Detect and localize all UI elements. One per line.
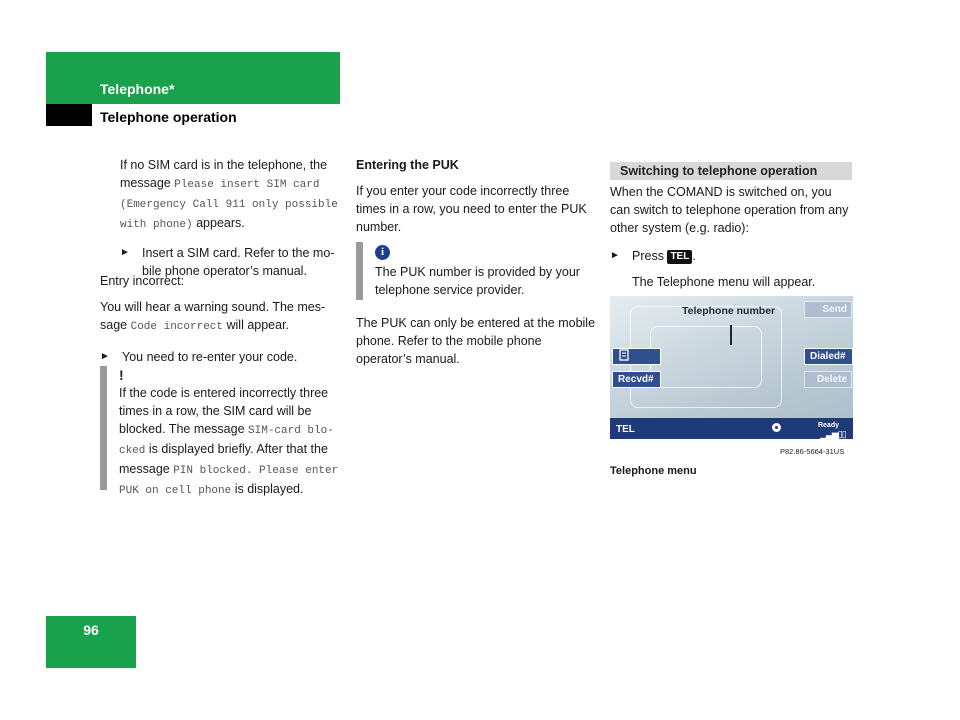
- warning-icon: !: [119, 367, 124, 383]
- info-note: [356, 242, 597, 300]
- code-incorrect-message: Code incorrect: [130, 321, 224, 333]
- image-code: P82.86-5664-31US: [780, 447, 845, 456]
- phonebook-icon: [618, 349, 630, 361]
- signal-strength-icon: ▁▃▅▯▯: [820, 429, 846, 439]
- tel-key-icon: TEL: [667, 250, 692, 264]
- header-black-tab: [46, 104, 92, 126]
- bullet-press-tel: ► Press TEL .: [610, 249, 696, 263]
- phonebook-button[interactable]: [612, 348, 661, 365]
- delete-button[interactable]: Delete: [804, 371, 852, 388]
- status-ready-label: Ready: [818, 422, 840, 429]
- arrow-icon: ►: [100, 351, 110, 362]
- send-button[interactable]: Send: [804, 301, 852, 318]
- arrow-icon: ►: [120, 247, 130, 258]
- sim-message: Please insert SIM card (Emergency Call 911 only possible with phone): [120, 179, 338, 231]
- input-cursor: [730, 325, 732, 345]
- warning-sound-paragraph: You will hear a warning sound. The mes-sage Code incorrect will appear.: [100, 300, 326, 333]
- section-title: Telephone*: [100, 81, 175, 97]
- figure-caption: Telephone menu: [610, 465, 697, 477]
- subsection-title: Telephone operation: [100, 109, 237, 125]
- background-phone-graphic: [650, 326, 762, 388]
- page-number: 96: [83, 622, 99, 638]
- disc-icon: [772, 423, 781, 432]
- status-bar: [610, 418, 853, 439]
- warning-text: If the code is entered incorrectly three times in a row, the SIM card will be blocked. The message SIM-card blo-cked is displayed briefly. After that the message PIN blocked. Please enter PUK on cell phone is displayed.: [119, 386, 339, 497]
- entry-incorrect-label: Entry incorrect:: [100, 274, 185, 288]
- received-button[interactable]: Recvd#: [612, 371, 661, 388]
- section-bar-title: Switching to telephone operation: [620, 164, 818, 178]
- telephone-menu-screen: [610, 296, 853, 439]
- dialed-button[interactable]: Dialed#: [804, 348, 853, 365]
- bullet-insert-sim: ► Insert a SIM card. Refer to the mo-bile phone operator’s manual.: [120, 246, 335, 278]
- warning-note: [100, 366, 341, 497]
- arrow-icon: ►: [610, 250, 620, 261]
- info-icon: i: [375, 245, 390, 260]
- col2-top: [356, 156, 596, 236]
- header-green-block: [46, 52, 340, 104]
- bullet-reenter: ► You need to re-enter your code.: [100, 350, 298, 364]
- status-tel-label: TEL: [616, 424, 635, 435]
- puk-mobile-paragraph: The PUK can only be entered at the mobile phone. Refer to the mobile phone operator’s manual.: [356, 316, 596, 366]
- result-text: The Telephone menu will appear.: [632, 275, 816, 289]
- switch-paragraph: When the COMAND is switched on, you can switch to telephone operation from any other system (e.g. radio):: [610, 185, 849, 235]
- puk-heading: Entering the PUK: [356, 158, 459, 172]
- info-text: The PUK number is provided by your telephone service provider.: [375, 265, 580, 297]
- telephone-number-label: Telephone number: [682, 305, 776, 317]
- col1-entry: [100, 272, 340, 366]
- puk-paragraph: If you enter your code incorrectly three times in a row, you need to enter the PUK number.: [356, 184, 587, 234]
- col1-intro: [120, 156, 340, 280]
- no-sim-paragraph: If no SIM card is in the telephone, the message Please insert SIM card (Emergency Call 911 only possible with phone) appears.: [120, 158, 338, 231]
- col3-text: [610, 183, 850, 291]
